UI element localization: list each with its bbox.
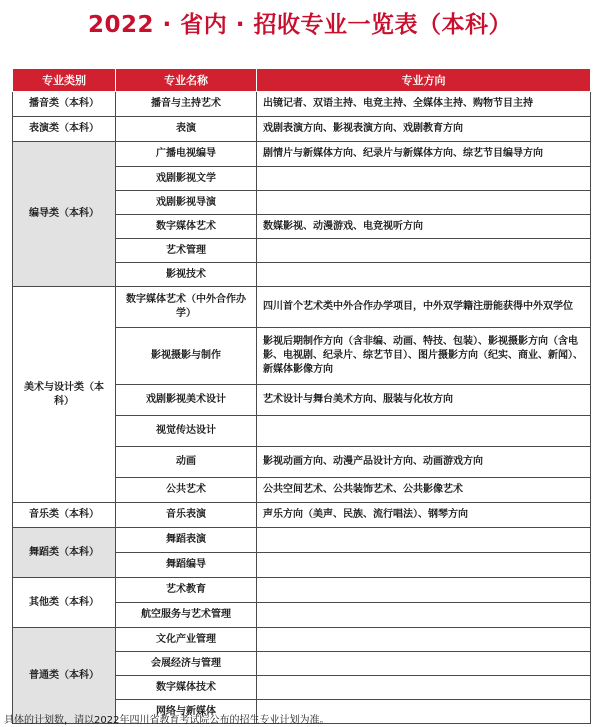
category-cell: 美术与设计类（本科） <box>13 287 116 503</box>
major-name-cell: 戏剧影视导演 <box>116 191 257 215</box>
category-cell: 其他类（本科） <box>13 578 116 628</box>
category-cell: 表演类（本科） <box>13 117 116 142</box>
direction-cell: 四川首个艺术类中外合作办学项目，中外双学籍注册能获得中外双学位 <box>257 287 591 328</box>
major-name-cell: 影视摄影与制作 <box>116 328 257 385</box>
direction-cell <box>257 676 591 700</box>
footnote: 具体的计划数，请以2022年四川省教育考试院公布的招生专业计划为准。 <box>4 715 330 726</box>
majors-table-container <box>12 68 590 724</box>
direction-cell <box>257 239 591 263</box>
majors-table <box>12 68 591 724</box>
major-name-cell: 视觉传达设计 <box>116 416 257 447</box>
direction-cell <box>257 553 591 578</box>
major-name-cell: 舞蹈编导 <box>116 553 257 578</box>
direction-cell: 剧情片与新媒体方向、纪录片与新媒体方向、综艺节目编导方向 <box>257 142 591 167</box>
category-cell: 舞蹈类（本科） <box>13 528 116 578</box>
major-name-cell: 动画 <box>116 447 257 478</box>
major-name-cell: 舞蹈表演 <box>116 528 257 553</box>
major-name-cell: 数字媒体艺术 <box>116 215 257 239</box>
direction-cell: 戏剧表演方向、影视表演方向、戏剧教育方向 <box>257 117 591 142</box>
major-name-cell: 广播电视编导 <box>116 142 257 167</box>
direction-cell: 艺术设计与舞台美术方向、服装与化妆方向 <box>257 385 591 416</box>
table-row <box>13 528 591 553</box>
direction-cell <box>257 167 591 191</box>
major-name-cell: 表演 <box>116 117 257 142</box>
major-name-cell: 公共艺术 <box>116 478 257 503</box>
major-name-cell: 会展经济与管理 <box>116 652 257 676</box>
major-name-cell: 网络与新媒体 <box>116 700 257 724</box>
major-name-cell: 数字媒体艺术（中外合作办学） <box>116 287 257 328</box>
direction-cell <box>257 628 591 652</box>
header-direction: 专业方向 <box>257 69 591 92</box>
direction-cell <box>257 263 591 287</box>
table-row <box>13 142 591 167</box>
direction-cell <box>257 416 591 447</box>
table-row <box>13 628 591 652</box>
direction-cell: 出镜记者、双语主持、电竞主持、全媒体主持、购物节目主持 <box>257 92 591 117</box>
table-row <box>13 578 591 603</box>
table-row <box>13 92 591 117</box>
category-cell: 音乐类（本科） <box>13 503 116 528</box>
direction-cell: 影视后期制作方向（含非编、动画、特技、包装）、影视摄影方向（含电影、电视剧、纪录片、综艺节目）、图片摄影方向（纪实、商业、新闻）、新媒体影像方向 <box>257 328 591 385</box>
header-major-name: 专业名称 <box>116 69 257 92</box>
table-row <box>13 503 591 528</box>
direction-cell: 影视动画方向、动漫产品设计方向、动画游戏方向 <box>257 447 591 478</box>
major-name-cell: 戏剧影视文学 <box>116 167 257 191</box>
category-cell: 播音类（本科） <box>13 92 116 117</box>
header-category: 专业类别 <box>13 69 116 92</box>
direction-cell <box>257 578 591 603</box>
major-name-cell: 文化产业管理 <box>116 628 257 652</box>
table-row <box>13 117 591 142</box>
direction-cell <box>257 191 591 215</box>
major-name-cell: 影视技术 <box>116 263 257 287</box>
major-name-cell: 艺术管理 <box>116 239 257 263</box>
direction-cell <box>257 528 591 553</box>
table-header-row <box>13 69 591 92</box>
page-title: 2022 · 省内 · 招收专业一览表（本科） <box>87 12 513 38</box>
major-name-cell: 戏剧影视美术设计 <box>116 385 257 416</box>
table-row <box>13 287 591 328</box>
major-name-cell: 播音与主持艺术 <box>116 92 257 117</box>
category-cell: 普通类（本科） <box>13 628 116 724</box>
direction-cell: 公共空间艺术、公共装饰艺术、公共影像艺术 <box>257 478 591 503</box>
major-name-cell: 航空服务与艺术管理 <box>116 603 257 628</box>
direction-cell: 数媒影视、动漫游戏、电竞视听方向 <box>257 215 591 239</box>
direction-cell <box>257 652 591 676</box>
category-cell: 编导类（本科） <box>13 142 116 287</box>
direction-cell: 声乐方向（美声、民族、流行唱法）、钢琴方向 <box>257 503 591 528</box>
major-name-cell: 艺术教育 <box>116 578 257 603</box>
major-name-cell: 音乐表演 <box>116 503 257 528</box>
major-name-cell: 数字媒体技术 <box>116 676 257 700</box>
direction-cell <box>257 603 591 628</box>
